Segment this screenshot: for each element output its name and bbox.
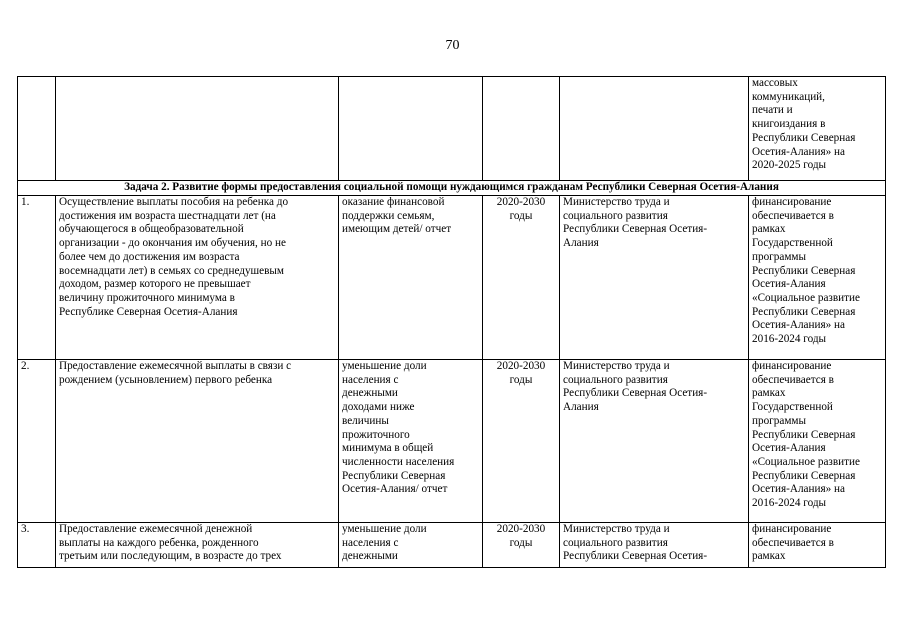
table-cell-period: 2020-2030 годы xyxy=(483,360,560,523)
table-cell-result: уменьшение доли населения с денежными xyxy=(339,523,483,568)
table-row xyxy=(18,523,886,568)
table-cell-period: 2020-2030 годы xyxy=(483,196,560,360)
table-cell-financing: массовых коммуникаций, печати и книгоиздания в Республики Северная Осетия-Алания» на 2020-2025 годы xyxy=(749,77,886,181)
table-cell-result: уменьшение доли населения с денежными доходами ниже величины прожиточного минимума в общей численности населения Республики Северная Осетия-Алания/ отчет xyxy=(339,360,483,523)
table-row xyxy=(18,196,886,360)
table-cell-result: оказание финансовой поддержки семьям, имеющим детей/ отчет xyxy=(339,196,483,360)
table-row xyxy=(18,77,886,181)
page-number: 70 xyxy=(445,38,460,53)
table-cell-financing: финансирование обеспечивается в рамках Государственной программы Республики Северная Осетия-Алания «Социальное развитие Республики Северная Осетия-Алания» на 2016-2024 годы xyxy=(749,360,886,523)
table-cell-result xyxy=(339,77,483,181)
table-cell-measure xyxy=(56,77,339,181)
table-cell-num: 2. xyxy=(18,360,56,523)
table-cell-measure: Предоставление ежемесячной выплаты в связи с рождением (усыновлением) первого ребенка xyxy=(56,360,339,523)
task-heading-row xyxy=(18,181,886,196)
task-heading: Задача 2. Развитие формы предоставления социальной помощи нуждающимся гражданам Республики Северная Осетия-Алания xyxy=(18,181,886,196)
table-cell-executor: Министерство труда и социального развития Республики Северная Осетия- Алания xyxy=(560,360,749,523)
table-cell-num: 3. xyxy=(18,523,56,568)
table-cell-executor: Министерство труда и социального развития Республики Северная Осетия- xyxy=(560,523,749,568)
table-cell-num xyxy=(18,77,56,181)
table-cell-financing: финансирование обеспечивается в рамках xyxy=(749,523,886,568)
table-cell-measure: Предоставление ежемесячной денежной выплаты на каждого ребенка, рожденного третьим или последующим, в возрасте до трех xyxy=(56,523,339,568)
table-cell-num: 1. xyxy=(18,196,56,360)
table-cell-period: 2020-2030 годы xyxy=(483,523,560,568)
table-cell-measure: Осуществление выплаты пособия на ребенка до достижения им возраста шестнадцати лет (на обучающегося в общеобразовательной организации - до окончания им обучения, но не более чем до достижения им возраста восемнадцати лет) в семьях со среднедушевым доходом, размер которого не превышает величину прожиточного минимума в Республике Северная Осетия-Алания xyxy=(56,196,339,360)
table-cell-executor xyxy=(560,77,749,181)
table-row xyxy=(18,360,886,523)
table-cell-financing: финансирование обеспечивается в рамках Государственной программы Республики Северная Осетия-Алания «Социальное развитие Республики Северная Осетия-Алания» на 2016-2024 годы xyxy=(749,196,886,360)
measures-table xyxy=(17,76,886,568)
table-cell-executor: Министерство труда и социального развития Республики Северная Осетия- Алания xyxy=(560,196,749,360)
table-cell-period xyxy=(483,77,560,181)
